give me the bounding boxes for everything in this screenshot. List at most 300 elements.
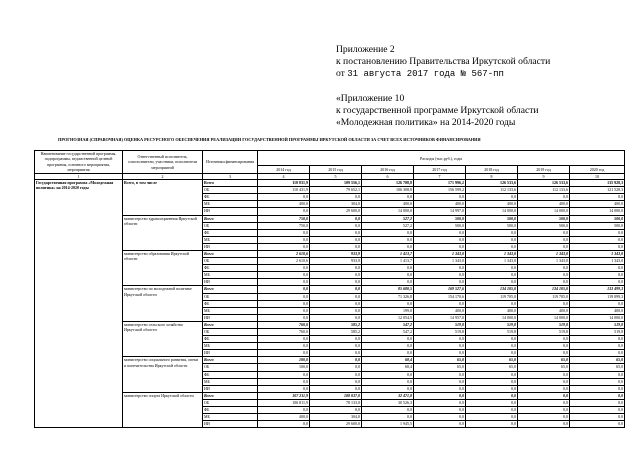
source-cell: ФБ (203, 300, 258, 307)
amount-cell: 1 343,0 (518, 258, 570, 265)
executor-cell: Всего, в том числе (123, 180, 203, 215)
executor-cell: министерство по молодежной политике Иркутской области (123, 286, 203, 321)
amount-cell: 0,0 (466, 385, 518, 392)
amount-cell: 0,0 (414, 336, 466, 343)
column-index: 6 (362, 173, 414, 179)
amount-cell: 0,0 (518, 236, 570, 243)
source-cell: МБ (203, 201, 258, 208)
amount-cell: 0,0 (414, 392, 466, 399)
amount-cell: 527,2 (362, 215, 414, 222)
amount-cell: 0,0 (258, 286, 310, 293)
amount-cell: 0,0 (570, 194, 625, 201)
amount-cell: 135 928,3 (570, 180, 625, 187)
amount-cell: 1 343,0 (570, 250, 625, 257)
source-cell: МБ (203, 307, 258, 314)
amount-cell: 400,0 (570, 307, 625, 314)
amount-cell: 760,0 (258, 321, 310, 328)
amount-cell: 199,0 (362, 307, 414, 314)
amount-cell: 0,0 (466, 279, 518, 286)
amount-cell: 14 000,0 (466, 314, 518, 321)
amount-cell: 0,0 (518, 279, 570, 286)
amount-cell: 547,2 (362, 329, 414, 336)
source-cell: МБ (203, 414, 258, 421)
amount-cell: 0,0 (466, 343, 518, 350)
source-cell: ИИ (203, 385, 258, 392)
decree-date-line (336, 68, 636, 80)
amount-cell: 0,0 (466, 243, 518, 250)
amount-cell: 0,0 (570, 399, 625, 406)
amount-cell: 14 000,0 (362, 208, 414, 215)
source-cell: МБ (203, 378, 258, 385)
amount-cell: 0,0 (258, 300, 310, 307)
amount-cell: 1 343,0 (518, 250, 570, 257)
source-cell: ОБ (203, 258, 258, 265)
amount-cell: 65,0 (466, 357, 518, 364)
decree-ref: к постановлению Правительства Иркутской области (336, 56, 551, 67)
amount-cell: 1 413,7 (362, 250, 414, 257)
amount-cell: 0,0 (518, 414, 570, 421)
col-executor-header: Ответственный исполнитель, соисполнители, участники, исполнители мероприятий (123, 151, 203, 174)
amount-cell: 65,0 (414, 364, 466, 371)
amount-cell: 750,0 (258, 215, 310, 222)
amount-cell: 0,0 (310, 378, 362, 385)
amount-cell: 0,0 (310, 194, 362, 201)
amount-cell: 519,8 (518, 321, 570, 328)
amount-cell: 0,0 (518, 343, 570, 350)
program-name: «Молодежная политика» на 2014-2020 годы (336, 117, 516, 128)
amount-cell: 126 708,8 (362, 180, 414, 187)
document-header (336, 44, 636, 129)
amount-cell: 0,0 (518, 272, 570, 279)
amount-cell: 0,0 (518, 229, 570, 236)
amount-cell: 500,0 (414, 222, 466, 229)
amount-cell: 14 997,0 (414, 208, 466, 215)
amount-cell: 400,0 (466, 201, 518, 208)
amount-cell: 0,0 (310, 343, 362, 350)
source-cell: ОБ (203, 187, 258, 194)
amount-cell: 65,0 (414, 357, 466, 364)
amount-cell: 0,0 (414, 265, 466, 272)
amount-cell: 1 343,0 (466, 250, 518, 257)
amount-cell: 0,0 (518, 350, 570, 357)
column-index: 4 (258, 173, 310, 179)
amount-cell: 400,0 (518, 307, 570, 314)
amount-cell: 29 600,0 (310, 208, 362, 215)
amount-cell: 0,0 (466, 407, 518, 414)
amount-cell: 0,0 (310, 336, 362, 343)
amount-cell: 585,2 (310, 329, 362, 336)
col-program-header: Наименование государственной программы, подпрограммы, ведомственной целевой программы, основного мероприятия, мероприятия (35, 151, 123, 174)
amount-cell: 119 705,0 (518, 293, 570, 300)
amount-cell: 65,0 (570, 357, 625, 364)
amount-cell: 0,0 (466, 399, 518, 406)
amount-cell: 0,0 (518, 194, 570, 201)
amount-cell: 29 600,0 (310, 421, 362, 428)
amount-cell: 0,0 (414, 229, 466, 236)
amount-cell: 109 556,1 (310, 180, 362, 187)
amount-cell: 14 000,0 (518, 208, 570, 215)
amount-cell: 0,0 (310, 236, 362, 243)
amount-cell: 0,0 (466, 272, 518, 279)
source-cell: ИИ (203, 208, 258, 215)
table-row (35, 392, 625, 399)
program-appendix-label: «Приложение 10 (336, 93, 405, 104)
amount-cell: 760,0 (258, 329, 310, 336)
amount-cell: 0,0 (518, 385, 570, 392)
amount-cell: 0,0 (570, 229, 625, 236)
source-cell: ФБ (203, 265, 258, 272)
amount-cell: 12 054,5 (362, 314, 414, 321)
amount-cell: 0,0 (362, 279, 414, 286)
year-header: 2014 год (258, 166, 310, 173)
amount-cell: 100,0 (258, 364, 310, 371)
amount-cell: 0,0 (414, 343, 466, 350)
amount-cell: 0,0 (570, 392, 625, 399)
amount-cell: 0,0 (258, 293, 310, 300)
amount-cell: 0,0 (310, 265, 362, 272)
amount-cell: 119 099,3 (570, 293, 625, 300)
source-cell: ИИ (203, 279, 258, 286)
amount-cell: 154 170,6 (414, 293, 466, 300)
source-cell: МБ (203, 236, 258, 243)
source-cell: ИИ (203, 421, 258, 428)
source-cell: Всего (203, 180, 258, 187)
amount-cell: 0,0 (414, 407, 466, 414)
column-index: 1 (35, 173, 123, 179)
amount-cell: 400,0 (570, 201, 625, 208)
source-cell: Всего (203, 250, 258, 257)
document-title: ПРОГНОЗНАЯ (СПРАВОЧНАЯ) ОЦЕНКА РЕСУРСНОГО ОБЕСПЕЧЕНИЯ РЕАЛИЗАЦИИ ГОСУДАРСТВЕННОЙ ПРОГРАММЫ ИРКУТСКОЙ ОБЛАСТИ ЗА СЧЕТ ВСЕХ ИСТОЧНИКОВ ФИНАНСИРОВАНИЯ (58, 137, 481, 142)
amount-cell: 0,0 (466, 336, 518, 343)
amount-cell: 14 000,0 (570, 314, 625, 321)
table-row (35, 286, 625, 293)
amount-cell: 0,0 (466, 236, 518, 243)
amount-cell: 121 528,3 (570, 187, 625, 194)
amount-cell: 0,0 (258, 229, 310, 236)
amount-cell: 0,0 (310, 229, 362, 236)
amount-cell: 0,0 (570, 407, 625, 414)
amount-cell: 156 599,2 (414, 187, 466, 194)
amount-cell: 0,0 (414, 279, 466, 286)
amount-cell: 0,0 (466, 300, 518, 307)
amount-cell: 68,4 (362, 357, 414, 364)
amount-cell: 0,0 (570, 300, 625, 307)
program-ref: к государственной программе Иркутской области (336, 105, 539, 116)
amount-cell: 0,0 (570, 243, 625, 250)
amount-cell: 0,0 (362, 300, 414, 307)
amount-cell: 126 533,6 (466, 180, 518, 187)
source-cell: ИИ (203, 243, 258, 250)
source-cell: ОБ (203, 222, 258, 229)
amount-cell: 500,0 (518, 215, 570, 222)
amount-cell: 134 105,0 (518, 286, 570, 293)
amount-cell: 0,0 (310, 286, 362, 293)
amount-cell: 0,0 (518, 243, 570, 250)
source-cell: ФБ (203, 336, 258, 343)
amount-cell: 304,0 (310, 201, 362, 208)
source-cell: ОБ (203, 364, 258, 371)
amount-cell: 400,0 (466, 307, 518, 314)
amount-cell: 30 526,3 (362, 399, 414, 406)
amount-cell: 0,0 (414, 350, 466, 357)
source-cell: ФБ (203, 194, 258, 201)
amount-cell: 0,0 (570, 421, 625, 428)
amount-cell: 0,0 (518, 378, 570, 385)
source-cell: ФБ (203, 407, 258, 414)
amount-cell: 0,0 (570, 350, 625, 357)
amount-cell: 119 705,0 (466, 293, 518, 300)
amount-cell: 0,0 (466, 265, 518, 272)
amount-cell: 519,8 (466, 329, 518, 336)
amount-cell: 0,0 (310, 385, 362, 392)
amount-cell: 0,0 (518, 300, 570, 307)
source-cell: МБ (203, 272, 258, 279)
amount-cell: 500,0 (570, 215, 625, 222)
col-source-header: Источники финансирования (203, 151, 258, 174)
amount-cell: 0,0 (362, 378, 414, 385)
amount-cell: 0,0 (310, 279, 362, 286)
amount-cell: 0,0 (258, 272, 310, 279)
source-cell: ИИ (203, 314, 258, 321)
amount-cell: 1 343,0 (414, 250, 466, 257)
amount-cell: 1 413,7 (362, 258, 414, 265)
amount-cell: 500,0 (466, 222, 518, 229)
amount-cell: 0,0 (310, 222, 362, 229)
amount-cell: 0,0 (258, 371, 310, 378)
amount-cell: 71 326,8 (362, 293, 414, 300)
amount-cell: 0,0 (570, 265, 625, 272)
amount-cell: 0,0 (518, 421, 570, 428)
amount-cell: 78 133,0 (310, 399, 362, 406)
source-cell: ИИ (203, 350, 258, 357)
expenses-header: Расходы (тыс.руб.), годы (258, 151, 625, 166)
amount-cell: 0,0 (466, 414, 518, 421)
amount-cell: 106 308,8 (362, 187, 414, 194)
amount-cell: 79 652,1 (310, 187, 362, 194)
amount-cell: 0,0 (466, 229, 518, 236)
table-row (35, 180, 625, 187)
amount-cell: 400,0 (414, 307, 466, 314)
amount-cell: 0,0 (362, 371, 414, 378)
table-row (35, 321, 625, 328)
year-header: 2016 год (362, 166, 414, 173)
column-index: 9 (518, 173, 570, 179)
amount-cell: 0,0 (362, 194, 414, 201)
amount-cell: 0,0 (362, 407, 414, 414)
amount-cell: 0,0 (414, 194, 466, 201)
amount-cell: 0,0 (258, 343, 310, 350)
column-index: 5 (310, 173, 362, 179)
amount-cell: 133 499,3 (570, 286, 625, 293)
amount-cell: 14 000,0 (570, 208, 625, 215)
amount-cell: 107 211,9 (258, 392, 310, 399)
amount-cell: 85 680,5 (362, 286, 414, 293)
amount-cell: 106 811,9 (258, 399, 310, 406)
amount-cell: 519,8 (570, 329, 625, 336)
amount-cell: 169 527,6 (414, 286, 466, 293)
amount-cell: 0,0 (570, 385, 625, 392)
amount-cell: 1 343,0 (466, 258, 518, 265)
source-cell: ОБ (203, 399, 258, 406)
amount-cell: 500,0 (466, 215, 518, 222)
amount-cell: 0,0 (258, 407, 310, 414)
executor-cell: министерство социального развития, опеки и попечительства Иркутской области (123, 357, 203, 392)
amount-cell: 400,0 (518, 201, 570, 208)
amount-cell: 0,0 (258, 243, 310, 250)
amount-cell: 100,0 (258, 357, 310, 364)
amount-cell: 14 000,0 (466, 208, 518, 215)
amount-cell: 0,0 (310, 364, 362, 371)
amount-cell: 110 431,9 (258, 187, 310, 194)
year-header: 2015 год (310, 166, 362, 173)
amount-cell: 134 105,0 (466, 286, 518, 293)
amount-cell: 0,0 (310, 314, 362, 321)
amount-cell: 400,0 (414, 201, 466, 208)
amount-cell: 527,2 (362, 222, 414, 229)
amount-cell: 65,0 (518, 357, 570, 364)
amount-cell: 519,8 (518, 329, 570, 336)
source-cell: Всего (203, 321, 258, 328)
amount-cell: 0,0 (362, 350, 414, 357)
amount-cell: 519,8 (466, 321, 518, 328)
amount-cell: 0,0 (518, 392, 570, 399)
amount-cell: 68,4 (362, 364, 414, 371)
amount-cell: 65,0 (466, 364, 518, 371)
amount-cell: 0,0 (414, 371, 466, 378)
amount-cell: 0,0 (362, 343, 414, 350)
amount-cell: 126 533,6 (518, 180, 570, 187)
amount-cell: 0,0 (258, 336, 310, 343)
amount-cell: 0,0 (362, 272, 414, 279)
amount-cell: 0,0 (466, 350, 518, 357)
amount-cell: 0,0 (310, 307, 362, 314)
source-cell: ОБ (203, 293, 258, 300)
amount-cell: 112 133,6 (518, 187, 570, 194)
amount-cell: 0,0 (362, 385, 414, 392)
amount-cell: 0,0 (414, 236, 466, 243)
amount-cell: 933,9 (310, 258, 362, 265)
amount-cell: 0,0 (570, 371, 625, 378)
amount-cell: 0,0 (258, 236, 310, 243)
amount-cell: 0,0 (362, 414, 414, 421)
table-row (35, 215, 625, 222)
amount-cell: 0,0 (310, 357, 362, 364)
source-cell: Всего (203, 215, 258, 222)
amount-cell: 171 996,2 (414, 180, 466, 187)
amount-cell: 0,0 (310, 350, 362, 357)
amount-cell: 0,0 (362, 336, 414, 343)
amount-cell: 0,0 (310, 215, 362, 222)
decree-date-value: 31 августа 2017 года № 567-пп (347, 69, 504, 79)
program-name-cell: Государственная программа «Молодежная политика» на 2014-2020 годы (35, 180, 123, 428)
amount-cell: 0,0 (310, 371, 362, 378)
amount-cell: 0,0 (310, 407, 362, 414)
amount-cell: 0,0 (570, 343, 625, 350)
amount-cell: 32 471,8 (362, 392, 414, 399)
amount-cell: 0,0 (258, 350, 310, 357)
amount-cell: 0,0 (570, 236, 625, 243)
amount-cell: 0,0 (258, 208, 310, 215)
appendix-label: Приложение 2 (336, 44, 395, 55)
year-header: 2018 год (466, 166, 518, 173)
amount-cell: 0,0 (258, 421, 310, 428)
amount-cell: 0,0 (258, 314, 310, 321)
table-row (35, 357, 625, 364)
source-cell: ФБ (203, 371, 258, 378)
amount-cell: 0,0 (414, 300, 466, 307)
amount-cell: 547,2 (362, 321, 414, 328)
table-row (35, 250, 625, 257)
column-index: 7 (414, 173, 466, 179)
amount-cell: 0,0 (570, 336, 625, 343)
amount-cell: 519,8 (414, 321, 466, 328)
amount-cell: 0,0 (414, 399, 466, 406)
amount-cell: 0,0 (310, 243, 362, 250)
amount-cell: 0,0 (310, 293, 362, 300)
year-header: 2020 год (570, 166, 625, 173)
amount-cell: 14 957,0 (414, 314, 466, 321)
amount-cell: 0,0 (362, 243, 414, 250)
amount-cell: 500,0 (570, 222, 625, 229)
amount-cell: 0,0 (362, 265, 414, 272)
amount-cell: 0,0 (310, 300, 362, 307)
amount-cell: 1 343,0 (414, 258, 466, 265)
source-cell: ОБ (203, 329, 258, 336)
amount-cell: 0,0 (570, 272, 625, 279)
column-index: 10 (570, 173, 625, 179)
amount-cell: 750,0 (258, 222, 310, 229)
amount-cell: 0,0 (362, 236, 414, 243)
amount-cell: 400,0 (362, 201, 414, 208)
amount-cell: 0,0 (258, 265, 310, 272)
amount-cell: 0,0 (466, 378, 518, 385)
year-header: 2017 год (414, 166, 466, 173)
amount-cell: 304,0 (310, 414, 362, 421)
amount-cell: 2 610,6 (258, 258, 310, 265)
source-cell: Всего (203, 286, 258, 293)
amount-cell: 400,0 (258, 201, 310, 208)
amount-cell: 0,0 (258, 378, 310, 385)
amount-cell: 0,0 (414, 385, 466, 392)
amount-cell: 0,0 (518, 336, 570, 343)
amount-cell: 0,0 (570, 414, 625, 421)
amount-cell: 519,8 (570, 321, 625, 328)
amount-cell: 0,0 (466, 392, 518, 399)
executor-cell: министерство спорта Иркутской области (123, 392, 203, 427)
amount-cell: 0,0 (414, 378, 466, 385)
year-header: 2019 год (518, 166, 570, 173)
amount-cell: 400,0 (258, 414, 310, 421)
amount-cell: 65,0 (518, 364, 570, 371)
amount-cell: 0,0 (466, 371, 518, 378)
executor-cell: министерство сельского хозяйства Иркутской области (123, 321, 203, 356)
amount-cell: 112 133,6 (466, 187, 518, 194)
amount-cell: 0,0 (362, 229, 414, 236)
amount-cell: 0,0 (518, 265, 570, 272)
amount-cell: 65,0 (570, 364, 625, 371)
amount-cell: 0,0 (310, 272, 362, 279)
amount-cell: 500,0 (414, 215, 466, 222)
amount-cell: 110 831,9 (258, 180, 310, 187)
column-index: 3 (203, 173, 258, 179)
amount-cell: 933,9 (310, 250, 362, 257)
amount-cell: 585,2 (310, 321, 362, 328)
amount-cell: 0,0 (518, 399, 570, 406)
amount-cell: 0,0 (570, 378, 625, 385)
executor-cell: министерство образования Иркутской области (123, 250, 203, 285)
financing-table (34, 150, 625, 428)
amount-cell: 14 000,0 (518, 314, 570, 321)
